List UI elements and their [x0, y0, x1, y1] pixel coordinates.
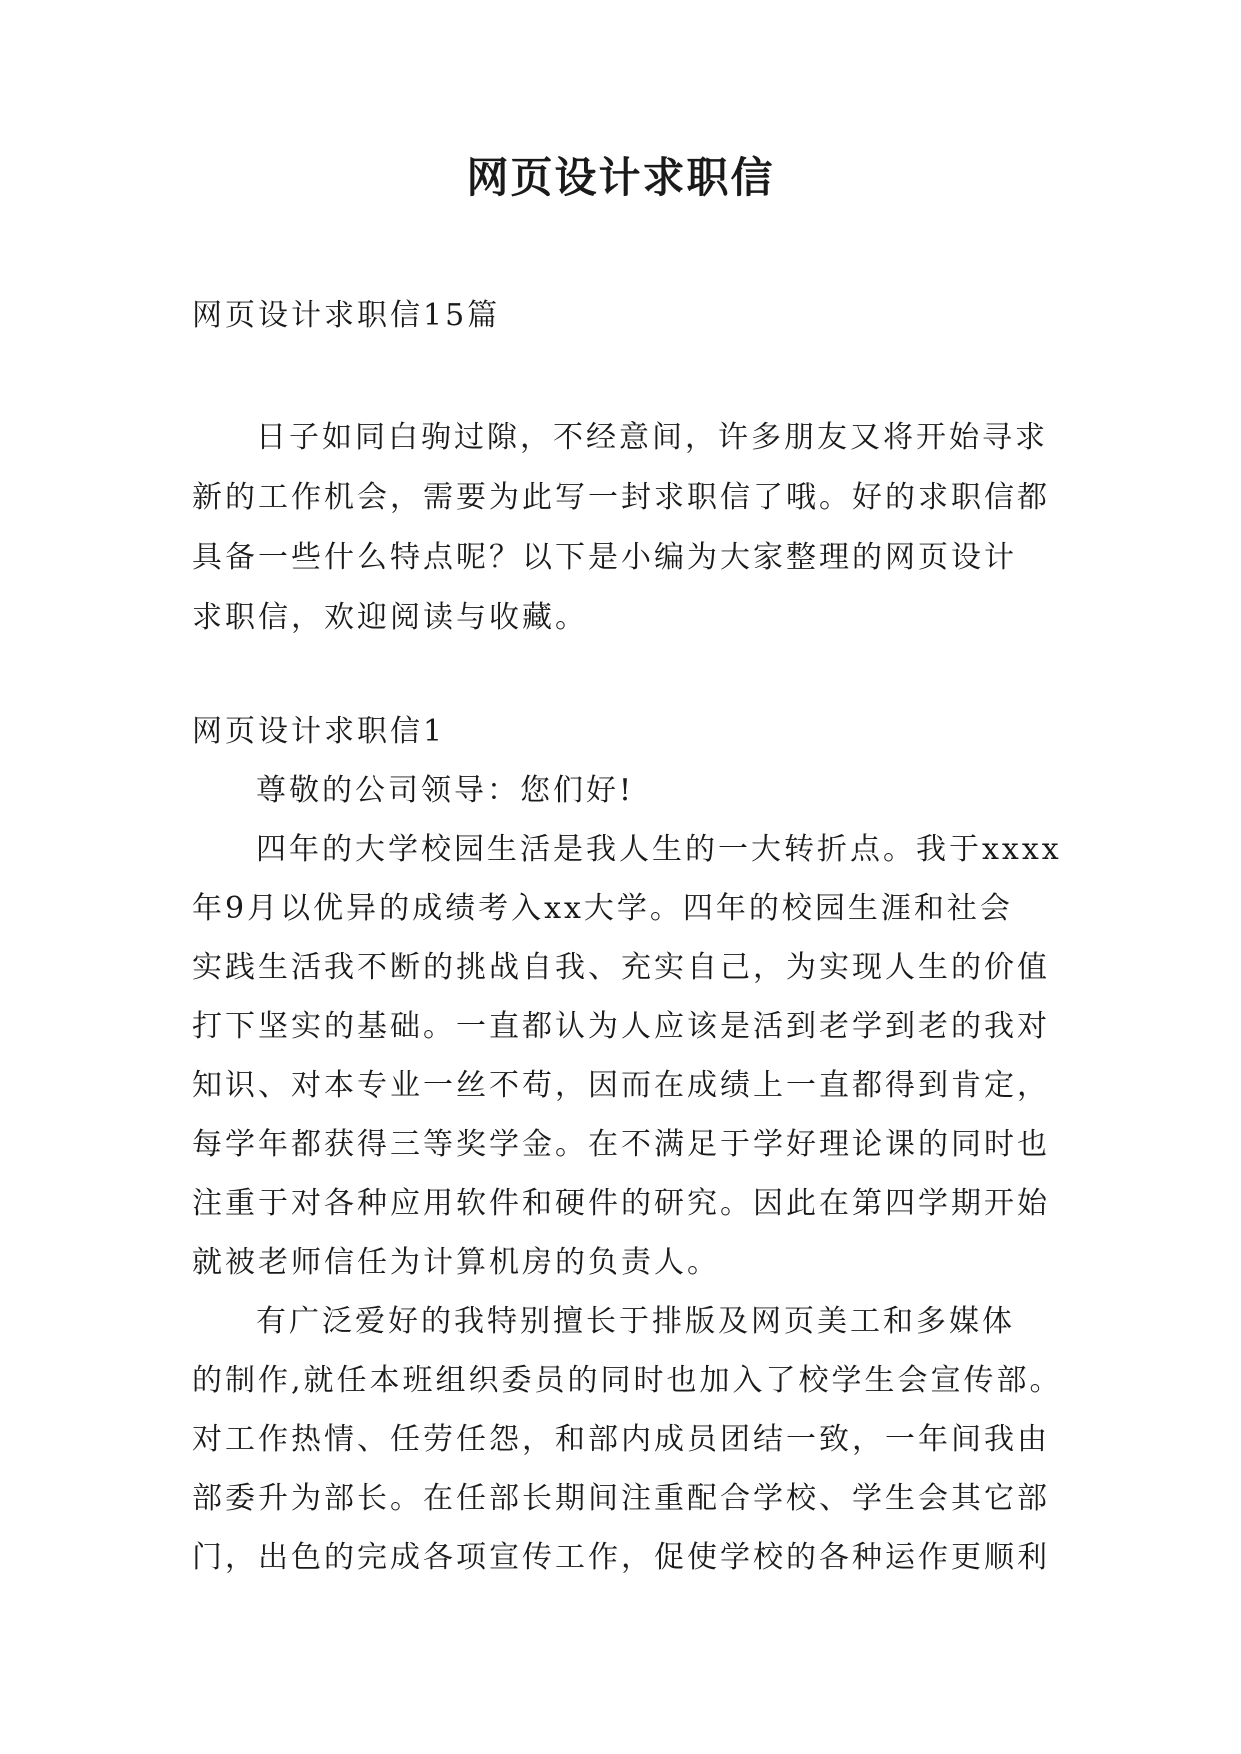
intro-paragraph — [192, 408, 1050, 648]
paragraph-line: 对工作热情、任劳任怨，和部内成员团结一致，一年间我由 — [192, 1422, 1050, 1457]
paragraph-line: 部委升为部长。在任部长期间注重配合学校、学生会其它部 — [192, 1481, 1050, 1516]
paragraph-line: 知识、对本专业一丝不苟，因而在成绩上一直都得到肯定， — [192, 1068, 1050, 1103]
paragraph-line: 就被老师信任为计算机房的负责人。 — [192, 1245, 720, 1280]
document-title: 网页设计求职信 — [466, 153, 775, 202]
intro-line: 求职信，欢迎阅读与收藏。 — [192, 600, 588, 635]
paragraph-line: 年9月以优异的成绩考入xx大学。四年的校园生涯和社会 — [192, 891, 1013, 926]
letter-paragraph-2 — [192, 1292, 1063, 1587]
intro-line: 具备一些什么特点呢？以下是小编为大家整理的网页设计 — [192, 540, 1017, 575]
intro-line: 日子如同白驹过隙，不经意间，许多朋友又将开始寻求 — [256, 420, 1048, 455]
document-subtitle: 网页设计求职信15篇 — [192, 298, 501, 333]
intro-line: 新的工作机会，需要为此写一封求职信了哦。好的求职信都 — [192, 480, 1050, 515]
letter-section-1 — [192, 702, 1063, 1587]
section-heading: 网页设计求职信1 — [192, 714, 446, 749]
paragraph-line: 打下坚实的基础。一直都认为人应该是活到老学到老的我对 — [192, 1009, 1050, 1044]
paragraph-line: 的制作,就任本班组织委员的同时也加入了校学生会宣传部。 — [192, 1363, 1063, 1398]
paragraph-line: 有广泛爱好的我特别擅长于排版及网页美工和多媒体 — [256, 1304, 1015, 1339]
paragraph-line: 四年的大学校园生活是我人生的一大转折点。我于xxxx — [256, 832, 1062, 867]
paragraph-line: 注重于对各种应用软件和硬件的研究。因此在第四学期开始 — [192, 1186, 1050, 1221]
paragraph-line: 实践生活我不断的挑战自我、充实自己，为实现人生的价值 — [192, 950, 1050, 985]
letter-greeting: 尊敬的公司领导：您们好! — [256, 773, 635, 808]
letter-paragraph-1 — [192, 820, 1062, 1292]
paragraph-line: 每学年都获得三等奖学金。在不满足于学好理论课的同时也 — [192, 1127, 1050, 1162]
paragraph-line: 门，出色的完成各项宣传工作，促使学校的各种运作更顺利 — [192, 1540, 1050, 1575]
